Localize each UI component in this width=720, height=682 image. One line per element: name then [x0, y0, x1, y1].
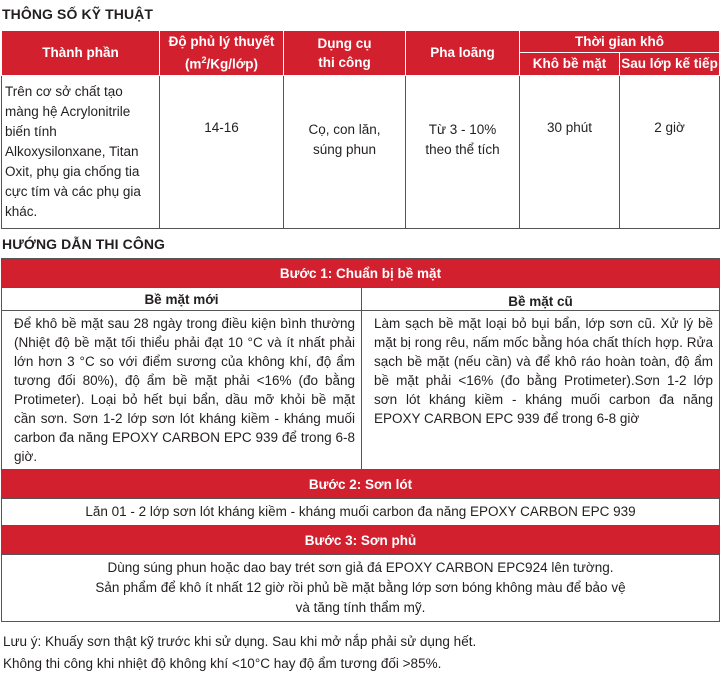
spec-section-title: THÔNG SỐ KỸ THUẬT [2, 6, 154, 22]
step2-text: Lăn 01 - 2 lớp sơn lót kháng kiềm - kháng muối carbon đa năng EPOXY CARBON EPC 939 [2, 499, 720, 526]
recoat-value: 2 giờ [620, 75, 720, 228]
step2-title: Bước 2: Sơn lót [2, 470, 720, 499]
spec-table [1, 30, 720, 229]
step1-title: Bước 1: Chuẩn bị bề mặt [2, 259, 720, 288]
header-composition: Thành phần [2, 31, 160, 76]
tools-value: Cọ, con lăn, súng phun [284, 75, 406, 228]
old-surface-text: Làm sạch bề mặt loại bỏ bụi bẩn, lớp sơn cũ. Xử lý bề mặt bị rong rêu, nấm mốc bằng hóa chất thích hợp. Rửa sạch bề mặt (nếu cần) và để khô ráo hoàn toàn, độ ẩm bề mặt phải <16% (đo bằng Protimeter).Sơn 1-2 lớp sơn lót kháng kiềm - kháng muối carbon đa năng EPOXY CARBON EPC 939 để trong 6-8 giờ [362, 311, 720, 470]
header-recoat: Sau lớp kế tiếp [620, 53, 720, 75]
header-dry-time: Thời gian khô [520, 31, 720, 53]
header-coverage: Độ phủ lý thuyết $(m^2/Kg/lớp)$ [160, 31, 284, 76]
old-surface-label: Bề mặt cũ [362, 288, 720, 311]
note-line-1: Lưu ý: Khuấy sơn thật kỹ trước khi sử dụng. Sau khi mở nắp phải sử dụng hết. [3, 634, 477, 649]
dilution-value: Từ 3 - 10% theo thể tích [406, 75, 520, 228]
guide-section-title: HƯỚNG DẪN THI CÔNG [2, 236, 166, 252]
header-tools: Dụng cụ thi công [284, 31, 406, 76]
header-surface-dry: Khô bề mặt [520, 53, 620, 75]
new-surface-text: Để khô bề mặt sau 28 ngày trong điều kiện bình thường (Nhiệt độ bề mặt tối thiểu phải đạt 10 °C và ít nhất phải lớn hơn 3 °C so với điểm sương của không khí, độ ẩm tương đối 80%), độ ẩm bề mặt phải <16% (đo bằng Protimeter). Loại bỏ hết bụi bẩn, dầu mỡ khỏi bề mặt cần sơn. Sơn 1-2 lớp sơn lót kháng kiềm - kháng muối carbon đa năng EPOXY CARBON EPC 939 để trong 6-8 giờ. [2, 311, 362, 470]
composition-value: Trên cơ sở chất tạo màng hệ Acrylonitrile biến tính Alkoxysilonxane, Titan Oxit, phụ gia chống tia cực tím và các phụ gia khác. [2, 75, 160, 228]
header-dilution: Pha loãng [406, 31, 520, 76]
new-surface-label: Bề mặt mới [2, 288, 362, 311]
step3-title: Bước 3: Sơn phủ [2, 526, 720, 555]
coverage-value: 14-16 [160, 75, 284, 228]
surface-dry-value: 30 phút [520, 75, 620, 228]
note-line-2: Không thi công khi nhiệt độ không khí <10°C hay độ ẩm tương đối >85%. [3, 656, 442, 671]
step3-text: Dùng súng phun hoặc dao bay trét sơn giả đá EPOXY CARBON EPC924 lên tường. Sản phẩm để khô ít nhất 12 giờ rồi phủ bề mặt bằng lớp sơn bóng không màu để bảo vệ và tăng tính thẩm mỹ. [2, 555, 720, 622]
guide-table [1, 258, 720, 622]
